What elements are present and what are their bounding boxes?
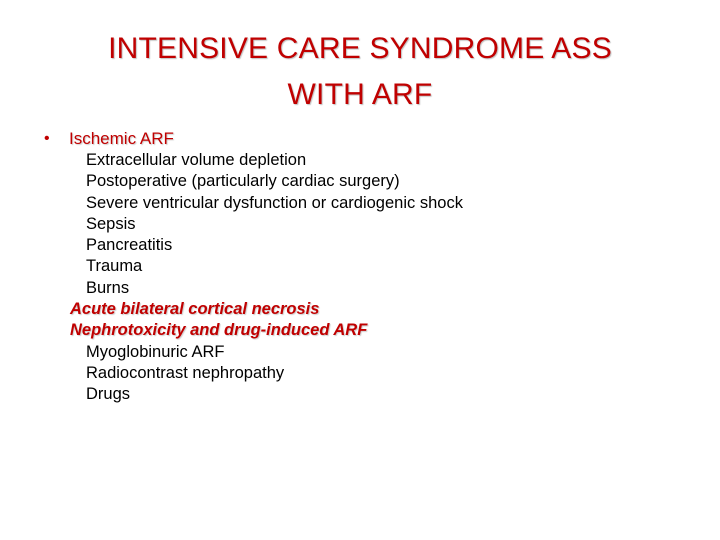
list-item: Burns	[86, 278, 130, 297]
list-item: Myoglobinuric ARF	[86, 342, 225, 361]
bullet-dot-icon: •	[44, 130, 50, 147]
bullet-ischemic-arf	[44, 128, 684, 150]
list-item: Severe ventricular dysfunction or cardiogenic shock	[86, 193, 463, 212]
list-heading: Nephrotoxicity and drug-induced ARF	[70, 321, 368, 340]
cause-list	[44, 150, 684, 406]
list-item: Extracellular volume depletion	[86, 151, 307, 169]
slide-body	[44, 128, 684, 406]
list-item: Radiocontrast nephropathy	[86, 363, 285, 382]
list-item: Trauma	[86, 257, 143, 276]
list-item: Postoperative (particularly cardiac surgery)	[86, 172, 400, 191]
slide-title-line-1: INTENSIVE CARE SYNDROME ASS	[108, 32, 612, 65]
list-item: Drugs	[86, 385, 131, 404]
list-item: Sepsis	[86, 214, 136, 233]
slide-title-line-2: WITH ARF	[287, 78, 433, 111]
slide-title	[40, 26, 680, 118]
list-item: Pancreatitis	[86, 236, 173, 255]
list-heading: Acute bilateral cortical necrosis	[70, 300, 320, 319]
bullet-label: Ischemic ARF	[69, 129, 174, 148]
